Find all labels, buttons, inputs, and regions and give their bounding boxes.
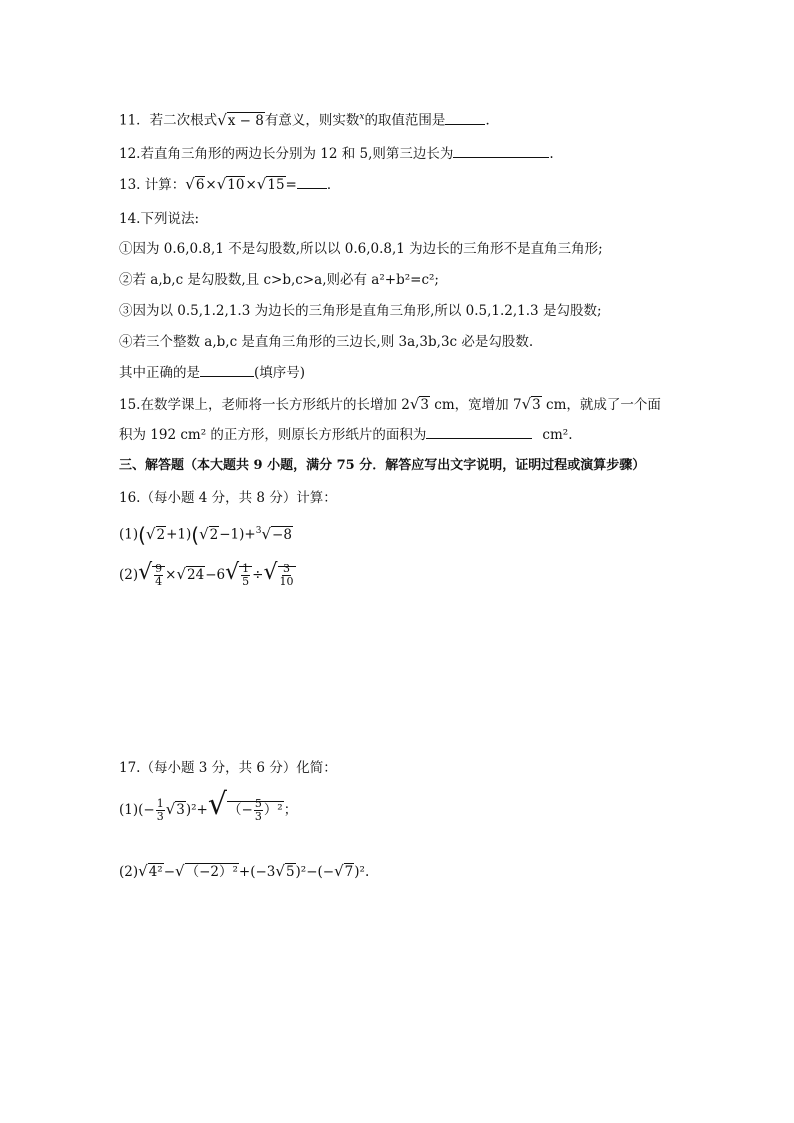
question-15-line-1 <box>119 395 661 414</box>
answer-blank[interactable] <box>445 112 485 125</box>
question-12 <box>119 145 554 163</box>
q15-unit: cm². <box>542 427 573 443</box>
radicand: （−2）² <box>185 864 238 880</box>
radicand: 3 <box>176 802 185 818</box>
math-text: )²+ <box>185 802 208 818</box>
plus-sign: + <box>244 526 256 543</box>
question-16-part-1 <box>119 522 293 547</box>
times-sign: × <box>245 177 257 193</box>
sqrt-expression: √4² <box>138 862 163 880</box>
math-text: )²−(− <box>295 864 335 880</box>
times-sign: × <box>205 177 217 193</box>
sqrt-fraction: √ $\frac{9}{4}$ <box>138 558 165 590</box>
divide-sign: ÷ <box>252 567 264 583</box>
sqrt-fraction: √ $\frac{1}{5}$ <box>225 558 252 590</box>
numerator: 1 <box>242 562 250 575</box>
cube-root-expression: √−8 <box>261 524 292 543</box>
radicand: 4² <box>148 864 163 880</box>
part-label: (1) <box>119 526 139 543</box>
q15-text-d: 积为 192 cm² 的正方形，则原长方形纸片的面积为 <box>119 427 427 443</box>
q11-end: ． <box>485 112 499 129</box>
root-index: 3 <box>255 526 262 536</box>
radicand: 24 <box>187 567 205 583</box>
sqrt-expression: √2 <box>199 524 219 543</box>
equals-sign: = <box>285 177 297 193</box>
sqrt-expression: √15 <box>256 175 285 193</box>
q14-answer-text: 其中正确的是 <box>119 365 200 381</box>
denominator: 3 <box>254 810 262 823</box>
sqrt-expression: √10 <box>216 175 245 193</box>
sqrt-fraction: √ $\frac{3}{10}$ <box>263 560 294 588</box>
q11-text: 11．若二次根式 <box>119 112 218 129</box>
question-16-title: 16.（每小题 4 分，共 8 分）计算： <box>119 490 337 506</box>
sqrt-expression: √3 <box>165 800 185 818</box>
sqrt-expression: √3 <box>521 395 541 413</box>
denominator: 4 <box>155 575 163 588</box>
answer-blank[interactable] <box>200 364 254 377</box>
paren: ( <box>191 523 200 547</box>
sqrt-expression: √2 <box>145 524 166 543</box>
paren: ( <box>138 523 146 547</box>
q13-r1: 6 <box>195 177 205 193</box>
math-text: −6 <box>205 567 226 583</box>
question-13 <box>119 175 340 194</box>
radicand: 5 <box>285 864 295 880</box>
q13-r3: 15 <box>267 177 285 193</box>
q12-text: 12.若直角三角形的两边长分别为 12 和 5,则第三边长为 <box>119 146 454 162</box>
question-14-title: 14.下列说法: <box>119 211 200 227</box>
q15-radicand: 3 <box>420 397 430 413</box>
denominator: 5 <box>242 575 250 588</box>
math-text: （− <box>228 802 253 818</box>
q14-answer-hint: (填序号) <box>254 365 306 381</box>
math-text: +(−3 <box>238 864 276 880</box>
sqrt-expression: √24 <box>176 565 205 583</box>
statement-4: ④若三个整数 a,b,c 是直角三角形的三边长,则 3a,3b,3c 必是勾股数. <box>119 334 534 350</box>
answer-blank[interactable] <box>453 145 549 158</box>
sqrt-expression: √7 <box>334 862 354 880</box>
sqrt-expression: √3 <box>409 395 430 413</box>
q13-text: 13. 计算： <box>119 177 186 193</box>
sqrt-expression: √（− $\frac{5}{3}$ ）² <box>207 787 283 823</box>
numerator: 3 <box>283 562 290 575</box>
question-17-part-2 <box>119 862 369 881</box>
statement-1: ①因为 0.6,0.8,1 不是勾股数,所以以 0.6,0.8,1 为边长的三角形不是直角三角形; <box>119 241 603 257</box>
numerator: 9 <box>155 562 163 575</box>
math-text: ； <box>283 802 298 818</box>
math-text: −1) <box>219 526 245 543</box>
math-text: ）² <box>263 802 283 818</box>
math-text: (− <box>138 802 155 818</box>
question-17-title: 17.（每小题 3 分，共 6 分）化简： <box>119 760 337 776</box>
q15-radicand: 3 <box>532 397 541 413</box>
q11-var: x <box>359 112 365 122</box>
q11-text-c: 的取值范围是 <box>364 112 446 129</box>
question-14-answer <box>119 364 305 382</box>
answer-blank[interactable] <box>297 176 327 189</box>
sqrt-expression: √（−2）² <box>175 862 238 880</box>
q11-radicand: x − 8 <box>227 112 264 129</box>
q11-text-b: 有意义，则实数 <box>264 112 360 129</box>
sqrt-expression: √x − 8 <box>217 110 264 129</box>
q15-text-a: 15.在数学课上，老师将一长方形纸片的长增加 2 <box>119 397 410 413</box>
q15-text-c: cm，就成了一个面 <box>541 397 661 413</box>
question-15-line-2 <box>119 426 573 444</box>
q13-r2: 10 <box>227 177 245 193</box>
numerator: 1 <box>156 797 164 810</box>
minus-sign: − <box>163 864 176 880</box>
question-16-part-2 <box>119 558 296 590</box>
question-17-part-1 <box>119 788 297 827</box>
denominator: 3 <box>156 810 164 823</box>
q15-text-b: cm，宽增加 7 <box>430 397 522 413</box>
part-label: (2) <box>119 864 139 880</box>
radicand: 2 <box>209 526 219 543</box>
denominator: 10 <box>279 575 294 588</box>
sqrt-expression: √6 <box>185 175 205 193</box>
radicand: 2 <box>156 526 166 543</box>
radicand: −8 <box>272 526 292 543</box>
q13-end: ． <box>326 177 341 193</box>
q12-end: . <box>549 146 554 162</box>
part-label: (1) <box>119 802 139 818</box>
statement-3: ③因为以 0.5,1.2,1.3 为边长的三角形是直角三角形,所以 0.5,1.2,1.3 是勾股数; <box>119 303 602 319</box>
math-text: )². <box>354 864 370 880</box>
sqrt-expression: √5 <box>275 862 295 880</box>
answer-blank[interactable] <box>426 426 532 439</box>
numerator: 5 <box>254 797 262 810</box>
question-11 <box>119 108 499 130</box>
section-heading: 三、解答题（本大题共 9 小题，满分 75 分．解答应写出文字说明，证明过程或演算步骤） <box>119 458 646 473</box>
radicand: 7 <box>344 864 354 880</box>
statement-2: ②若 a,b,c 是勾股数,且 c>b,c>a,则必有 a²+b²=c²; <box>119 272 439 288</box>
part-label: (2) <box>119 567 139 583</box>
times-sign: × <box>165 567 177 583</box>
math-text: +1) <box>166 526 192 543</box>
